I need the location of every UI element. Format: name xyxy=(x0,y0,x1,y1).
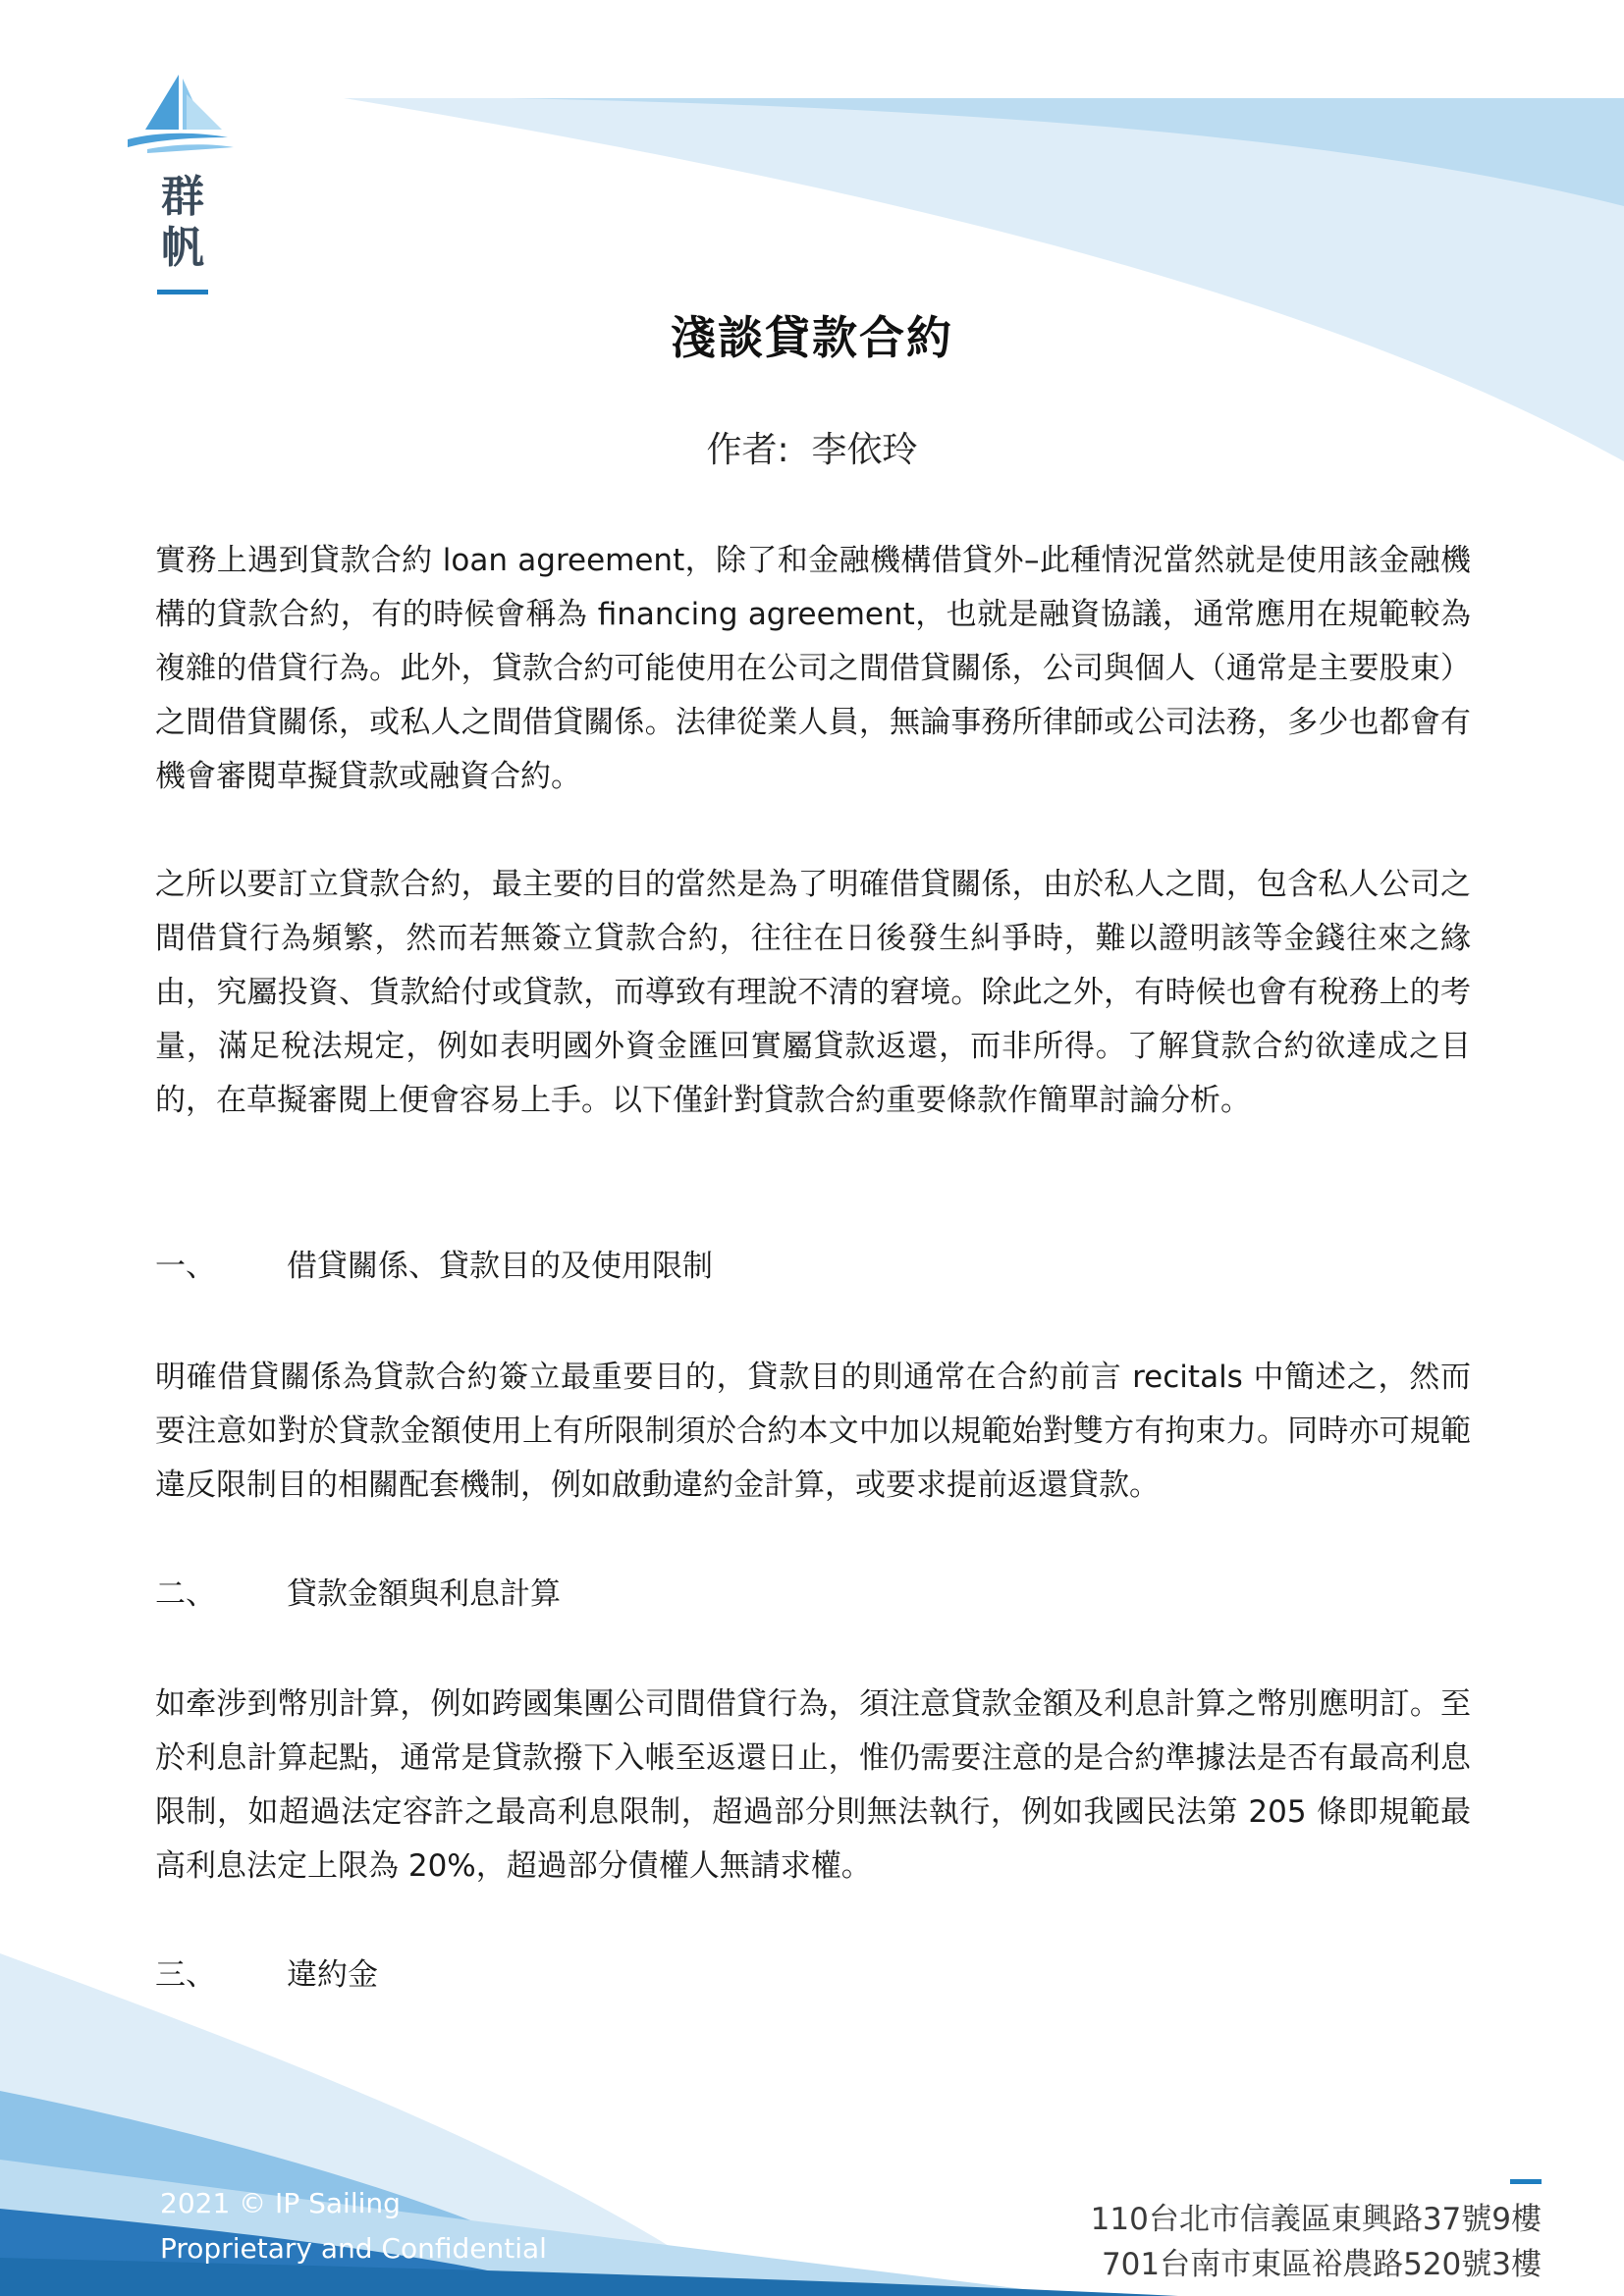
footer-copyright-block xyxy=(160,2181,547,2271)
address-taipei: 110台北市信義區東興路37號9樓 xyxy=(1090,2202,1542,2237)
section-number: 二、 xyxy=(155,1576,216,1612)
logo-char-1: 群 xyxy=(161,172,204,222)
footer-confidential: Proprietary and Confidential xyxy=(160,2232,547,2265)
document-title: 淺談貸款合約 xyxy=(671,311,953,364)
paragraph-purpose: 之所以要訂立貸款合約，最主要的目的當然是為了明確借貸關係，由於私人之間，包含私人公司之間借貸行為頻繁，然而若無簽立貸款合約，往往在日後發生糾爭時，難以證明該等金錢往來之緣由，究屬投資、貨款給付或貸款，而導致有理說不清的窘境。除此之外，有時候也會有稅務上的考量，滿足稅法規定，例如表明國外資金匯回實屬貸款返還，而非所得。了解貸款合約欲達成之目的，在草擬審閱上便會容易上手。以下僅針對貸款合約重要條款作簡單討論分析。 xyxy=(155,867,1471,1118)
section-number: 三、 xyxy=(155,1957,216,1993)
section-heading-3 xyxy=(155,1949,378,2002)
author-label: 作者: xyxy=(706,430,789,470)
address-tainan: 701台南市東區裕農路520號3樓 xyxy=(1101,2247,1542,2282)
section-title: 借貸關係、貸款目的及使用限制 xyxy=(287,1249,713,1284)
author-line xyxy=(0,422,1624,472)
logo-underline xyxy=(157,290,208,294)
footer-address-block xyxy=(1091,2197,1542,2287)
section-number: 一、 xyxy=(155,1249,216,1284)
logo-char-2: 帆 xyxy=(161,223,204,273)
sailboat-logo-icon xyxy=(118,69,245,157)
paragraph-section-2: 如牽涉到幣別計算，例如跨國集團公司間借貸行為，須注意貸款金額及利息計算之幣別應明訂。至於利息計算起點，通常是貸款撥下入帳至返還日止，惟仍需要注意的是合約準據法是否有最高利息限制，如超過法定容許之最高利息限制，超過部分則無法執行，例如我國民法第 205 條即規範最高利息法定上限為 20%，超過部分債權人無請求權。 xyxy=(155,1686,1471,1884)
author-name: 李依玲 xyxy=(811,430,918,470)
footer-copyright: 2021 © IP Sailing xyxy=(160,2187,401,2219)
paragraph-section-1: 明確借貸關係為貸款合約簽立最重要目的，貸款目的則通常在合約前言 recitals 中簡述之，然而要注意如對於貸款金額使用上有所限制須於合約本文中加以規範始對雙方有拘束力。同時亦可規範違反限制目的相關配套機制，例如啟動違約金計算，或要求提前返還貸款。 xyxy=(155,1360,1471,1503)
section-title: 違約金 xyxy=(287,1957,378,1993)
footer-accent-mark xyxy=(1510,2179,1542,2184)
section-heading-2 xyxy=(155,1568,561,1622)
section-title: 貸款金額與利息計算 xyxy=(287,1576,561,1612)
section-heading-1 xyxy=(155,1240,713,1294)
paragraph-intro: 實務上遇到貸款合約 loan agreement，除了和金融機構借貸外–此種情況當然就是使用該金融機構的貸款合約，有的時候會稱為 financing agreement，也就是融資協議，通常應用在規範較為複雜的借貸行為。此外，貸款合約可能使用在公司之間借貸關係，公司與個人（通常是主要股東）之間借貸關係，或私人之間借貸關係。法律從業人員，無論事務所律師或公司法務，多少也都會有機會審閱草擬貸款或融資合約。 xyxy=(155,543,1471,794)
